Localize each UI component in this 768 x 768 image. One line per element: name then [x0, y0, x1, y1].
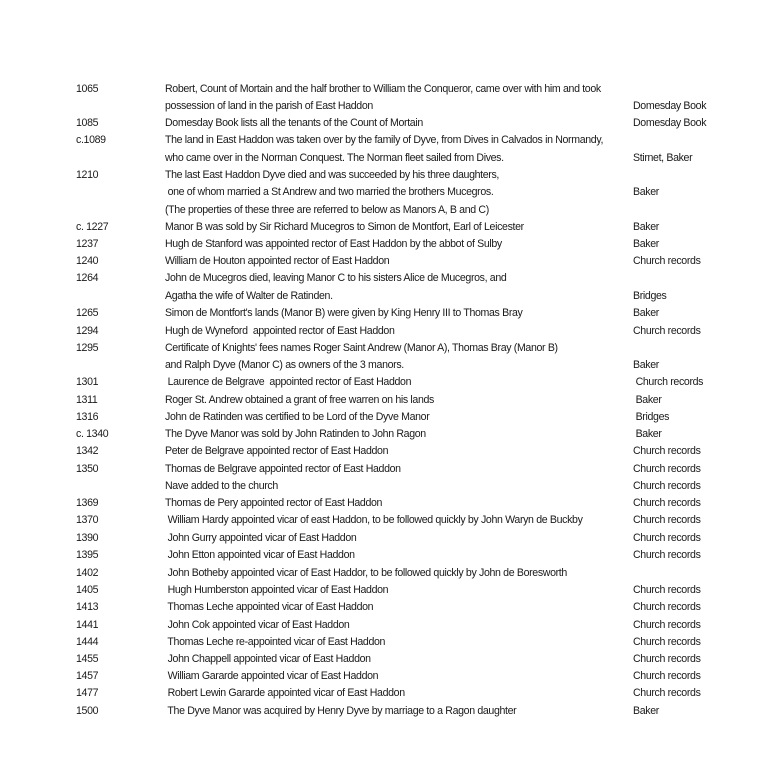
timeline-row — [0, 359, 768, 376]
row-event: Domesday Book lists all the tenants of the Count of Mortain — [165, 117, 423, 129]
row-event: Hugh de Wyneford appointed rector of East Haddon — [165, 325, 395, 337]
row-event: Robert, Count of Mortain and the half brother to William the Conqueror, came over with him and took — [165, 83, 601, 95]
row-date: 1395 — [76, 549, 99, 561]
row-event: William de Houton appointed rector of East Haddon — [165, 255, 390, 267]
timeline-row — [0, 307, 768, 324]
timeline-row — [0, 221, 768, 238]
row-source: Church records — [633, 463, 701, 475]
timeline-row — [0, 238, 768, 255]
timeline-row — [0, 567, 768, 584]
row-date: 1350 — [76, 463, 99, 475]
row-date: 1301 — [76, 376, 99, 388]
row-event: Simon de Montfort's lands (Manor B) were given by King Henry III to Thomas Bray — [165, 307, 523, 319]
row-date: 1444 — [76, 636, 99, 648]
timeline-row — [0, 532, 768, 549]
timeline-row — [0, 186, 768, 203]
row-source: Church records — [633, 532, 701, 544]
row-source: Stirnet, Baker — [633, 152, 693, 164]
row-date: 1405 — [76, 584, 99, 596]
timeline-row — [0, 394, 768, 411]
timeline-row — [0, 100, 768, 117]
timeline-row — [0, 619, 768, 636]
row-event: The land in East Haddon was taken over by the family of Dyve, from Dives in Calvados in Normandy, — [165, 134, 604, 146]
row-source: Church records — [633, 497, 701, 509]
row-source: Baker — [633, 705, 659, 717]
row-date: 1477 — [76, 687, 99, 699]
row-source: Domesday Book — [633, 100, 707, 112]
timeline-row — [0, 134, 768, 151]
row-date: 1316 — [76, 411, 99, 423]
timeline-row — [0, 584, 768, 601]
row-date: 1369 — [76, 497, 99, 509]
row-date: 1413 — [76, 601, 99, 613]
timeline-row — [0, 601, 768, 618]
row-event: John Chappell appointed vicar of East Haddon — [165, 653, 371, 665]
row-date: 1390 — [76, 532, 99, 544]
timeline-row — [0, 342, 768, 359]
timeline-row — [0, 636, 768, 653]
row-event: one of whom married a St Andrew and two married the brothers Mucegros. — [165, 186, 494, 198]
timeline-row — [0, 204, 768, 221]
timeline-row — [0, 152, 768, 169]
row-event: Roger St. Andrew obtained a grant of free warren on his lands — [165, 394, 434, 406]
timeline-row — [0, 290, 768, 307]
row-event: William Hardy appointed vicar of east Haddon, to be followed quickly by John Waryn de Buckby — [165, 514, 583, 526]
row-event: Agatha the wife of Walter de Ratinden. — [165, 290, 333, 302]
row-event: (The properties of these three are referred to below as Manors A, B and C) — [165, 204, 489, 216]
timeline-row — [0, 428, 768, 445]
row-date: 1295 — [76, 342, 99, 354]
row-event: John Botheby appointed vicar of East Haddor, to be followed quickly by John de Boresworth — [165, 567, 567, 579]
timeline-row — [0, 480, 768, 497]
row-source: Bridges — [633, 290, 667, 302]
row-event: Laurence de Belgrave appointed rector of East Haddon — [165, 376, 412, 388]
row-event: John de Ratinden was certified to be Lord of the Dyve Manor — [165, 411, 430, 423]
timeline-row — [0, 255, 768, 272]
row-source: Church records — [633, 325, 701, 337]
row-event: John Etton appointed vicar of East Haddon — [165, 549, 355, 561]
row-event: William Gararde appointed vicar of East Haddon — [165, 670, 379, 682]
timeline-row — [0, 549, 768, 566]
row-source: Church records — [633, 480, 701, 492]
row-date: 1240 — [76, 255, 99, 267]
row-date: 1085 — [76, 117, 99, 129]
row-source: Church records — [633, 653, 701, 665]
timeline-row — [0, 83, 768, 100]
row-source: Domesday Book — [633, 117, 707, 129]
row-date: 1210 — [76, 169, 99, 181]
timeline-row — [0, 497, 768, 514]
row-source: Church records — [633, 619, 701, 631]
row-date: 1264 — [76, 272, 99, 284]
row-event: who came over in the Norman Conquest. The Norman fleet sailed from Dives. — [165, 152, 504, 164]
row-date: 1402 — [76, 567, 99, 579]
row-source: Church records — [633, 514, 701, 526]
row-source: Church records — [633, 255, 701, 267]
row-date: 1294 — [76, 325, 99, 337]
row-source: Baker — [633, 428, 662, 440]
row-event: Robert Lewin Gararde appointed vicar of East Haddon — [165, 687, 405, 699]
row-date: 1441 — [76, 619, 99, 631]
timeline-row — [0, 514, 768, 531]
row-date: 1500 — [76, 705, 99, 717]
row-event: The last East Haddon Dyve died and was succeeded by his three daughters, — [165, 169, 500, 181]
row-date: 1265 — [76, 307, 99, 319]
timeline-row — [0, 325, 768, 342]
row-source: Church records — [633, 549, 701, 561]
row-event: The Dyve Manor was acquired by Henry Dyve by marriage to a Ragon daughter — [165, 705, 517, 717]
row-date: 1455 — [76, 653, 99, 665]
row-date: 1457 — [76, 670, 99, 682]
row-source: Baker — [633, 394, 662, 406]
row-event: and Ralph Dyve (Manor C) as owners of the 3 manors. — [165, 359, 404, 371]
row-source: Baker — [633, 359, 659, 371]
row-date: c. 1340 — [76, 428, 109, 440]
row-event: John Gurry appointed vicar of East Haddon — [165, 532, 357, 544]
row-event: Hugh Humberston appointed vicar of East Haddon — [165, 584, 389, 596]
timeline-row — [0, 272, 768, 289]
row-date: 1065 — [76, 83, 99, 95]
timeline-row — [0, 445, 768, 462]
timeline-row — [0, 653, 768, 670]
row-event: Certificate of Knights' fees names Roger Saint Andrew (Manor A), Thomas Bray (Manor B) — [165, 342, 558, 354]
timeline-row — [0, 376, 768, 393]
row-event: The Dyve Manor was sold by John Ratinden to John Ragon — [165, 428, 426, 440]
timeline-row — [0, 687, 768, 704]
row-event: Manor B was sold by Sir Richard Mucegros to Simon de Montfort, Earl of Leicester — [165, 221, 524, 233]
row-source: Bridges — [633, 411, 670, 423]
timeline-row — [0, 463, 768, 480]
timeline-row — [0, 169, 768, 186]
row-date: c. 1227 — [76, 221, 109, 233]
timeline-row — [0, 411, 768, 428]
row-source: Church records — [633, 584, 701, 596]
row-source: Church records — [633, 670, 701, 682]
row-date: 1237 — [76, 238, 99, 250]
row-source: Baker — [633, 238, 659, 250]
row-event: John de Mucegros died, leaving Manor C to his sisters Alice de Mucegros, and — [165, 272, 507, 284]
row-date: 1342 — [76, 445, 99, 457]
row-source: Church records — [633, 445, 701, 457]
row-event: Thomas de Pery appointed rector of East Haddon — [165, 497, 383, 509]
row-source: Church records — [633, 601, 701, 613]
row-event: Peter de Belgrave appointed rector of East Haddon — [165, 445, 389, 457]
row-event: Thomas Leche appointed vicar of East Haddon — [165, 601, 374, 613]
row-event: possession of land in the parish of East Haddon — [165, 100, 373, 112]
row-source: Baker — [633, 307, 659, 319]
row-event: Hugh de Stanford was appointed rector of East Haddon by the abbot of Sulby — [165, 238, 502, 250]
row-date: 1311 — [76, 394, 98, 406]
row-source: Baker — [633, 221, 659, 233]
row-source: Church records — [633, 636, 701, 648]
timeline-row — [0, 670, 768, 687]
row-event: John Cok appointed vicar of East Haddon — [165, 619, 350, 631]
row-date: 1370 — [76, 514, 99, 526]
timeline-row — [0, 117, 768, 134]
timeline-row — [0, 705, 768, 722]
row-date: c.1089 — [76, 134, 106, 146]
row-event: Thomas Leche re-appointed vicar of East Haddon — [165, 636, 386, 648]
row-source: Church records — [633, 687, 701, 699]
row-source: Baker — [633, 186, 659, 198]
row-source: Church records — [633, 376, 704, 388]
row-event: Nave added to the church — [165, 480, 278, 492]
row-event: Thomas de Belgrave appointed rector of East Haddon — [165, 463, 401, 475]
